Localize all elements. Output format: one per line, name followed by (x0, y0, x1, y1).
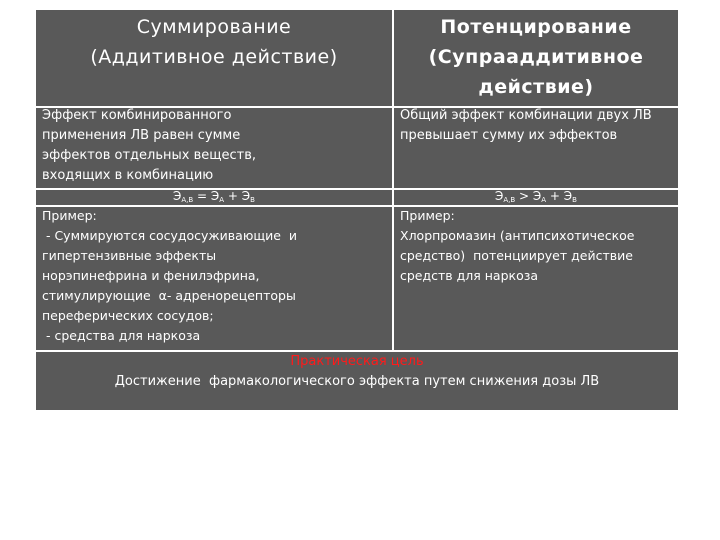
text-line: Эффект комбинированного (42, 108, 232, 123)
operator: > (515, 189, 533, 203)
text-line: переферических сосудов; (42, 308, 214, 323)
header-additive-title: Суммирование (136, 16, 292, 38)
header-potentiation-subtitle-2: действие) (478, 76, 594, 98)
example-additive (36, 206, 392, 350)
text-line: норэпинефрина и фенилэфрина, (42, 268, 260, 283)
formula-potentiation (394, 188, 678, 205)
header-potentiation-title: Потенцирование (440, 16, 632, 38)
text-line: стимулирующие α- адренорецепторы (42, 288, 296, 303)
subscript: A,B (181, 196, 194, 204)
text-line: входящих в комбинацию (42, 168, 214, 183)
operator: + (224, 189, 242, 203)
text-line: Пример: (42, 208, 97, 223)
effect-symbol: Э (241, 189, 251, 203)
text-line: применения ЛВ равен сумме (42, 128, 241, 143)
comparison-table (36, 10, 678, 410)
effect-symbol: Э (210, 189, 220, 203)
practical-goal-title: Практическая цель (290, 354, 424, 369)
effect-symbol: Э (563, 189, 573, 203)
subscript: B (250, 196, 255, 204)
subscript: A (541, 196, 547, 204)
text-line: гипертензивные эффекты (42, 248, 217, 263)
subscript: A,B (503, 196, 516, 204)
header-additive-subtitle: (Аддитивное действие) (90, 46, 338, 68)
subscript: A (219, 196, 225, 204)
text-line: превышает сумму их эффектов (400, 128, 618, 143)
header-potentiation (394, 12, 678, 106)
effect-symbol: Э (495, 189, 504, 203)
formula-additive (36, 188, 392, 205)
text-line: - Суммируются сосудосуживающие и (42, 228, 298, 243)
header-potentiation-subtitle: (Супрааддитивное (428, 46, 644, 68)
example-potentiation (394, 206, 678, 350)
text-line: средств для наркоза (400, 268, 539, 283)
text-line: Хлорпромазин (антипсихотическое (400, 228, 635, 243)
practical-goal-text: Достижение фармакологического эффекта путем снижения дозы ЛВ (114, 374, 600, 389)
text-line: - средства для наркоза (42, 328, 201, 343)
practical-goal (36, 352, 678, 410)
subscript: B (572, 196, 577, 204)
effect-symbol: Э (173, 189, 182, 203)
effect-symbol: Э (532, 189, 542, 203)
text-line: Общий эффект комбинации двух ЛВ (400, 108, 652, 123)
operator: = (193, 189, 211, 203)
text-line: Пример: (400, 208, 455, 223)
header-additive (36, 12, 392, 106)
definition-potentiation (394, 106, 678, 188)
text-line: эффектов отдельных веществ, (42, 148, 257, 163)
text-line: средство) потенциирует действие (400, 248, 633, 263)
definition-additive (36, 106, 392, 188)
operator: + (546, 189, 564, 203)
